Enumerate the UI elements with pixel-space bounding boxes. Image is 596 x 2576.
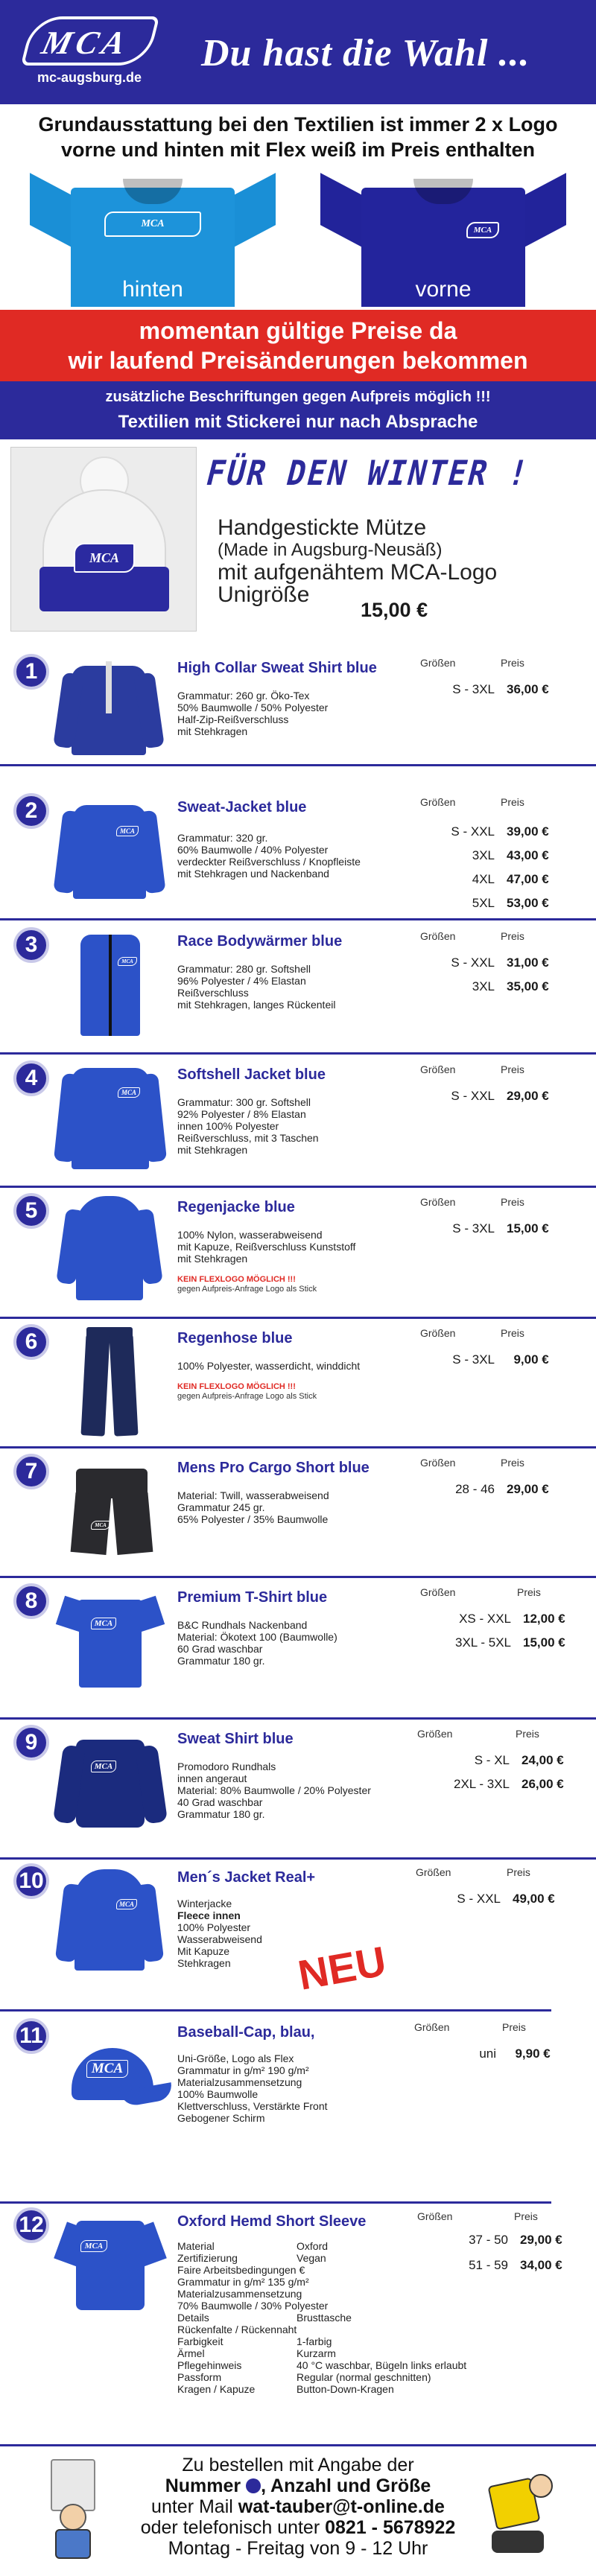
price-value: 31,00 € — [507, 955, 549, 970]
product-description — [177, 963, 335, 1011]
description-line: Uni-Größe, Logo als Flex — [177, 2052, 294, 2064]
size-range: 5XL — [472, 896, 495, 910]
price-header: Preis — [501, 1457, 524, 1469]
description-value — [297, 2324, 466, 2335]
price-value: 9,00 € — [513, 1352, 549, 1367]
mca-logo[interactable] — [22, 16, 156, 88]
price-table — [384, 2047, 551, 2070]
product-number-badge: 8 — [13, 1583, 49, 1619]
order-footer — [0, 2444, 596, 2576]
description-line: mit Stehkragen und Nackenband — [177, 868, 329, 880]
description-line: Grammatur 180 gr. — [177, 1655, 265, 1667]
price-row — [387, 2233, 562, 2258]
price-row — [390, 1635, 565, 1659]
product-number-badge: 11 — [13, 2018, 49, 2054]
description-line: Reißverschluss — [177, 987, 249, 999]
price-value: 47,00 € — [507, 872, 549, 886]
description-line: verdeckter Reißverschluss / Knopfleiste — [177, 856, 361, 868]
beanie-logo-patch: MCA — [74, 543, 135, 573]
description-line: Klettverschluss, Verstärkte Front — [177, 2100, 328, 2112]
extra-line-2: Textilien mit Stickerei nur nach Absprache — [118, 412, 478, 432]
product-number-badge: 12 — [13, 2207, 49, 2243]
price-value: 36,00 € — [507, 682, 549, 696]
product-number-badge: 4 — [13, 1060, 49, 1096]
product-name: Regenhose blue — [177, 1330, 293, 1346]
no-flexlogo-warning: KEIN FLEXLOGO MÖGLICH !!! — [177, 1382, 296, 1391]
description-line: Winterjacke — [177, 1898, 232, 1909]
price-value: 35,00 € — [507, 979, 549, 993]
description-line: mit Stehkragen, langes Rückenteil — [177, 999, 336, 1011]
product-name: Oxford Hemd Short Sleeve — [177, 2213, 367, 2230]
size-range: S - 3XL — [452, 1221, 495, 1235]
footer-nummer: Nummer — [165, 2475, 241, 2496]
sizes-header: Größen — [420, 1457, 456, 1469]
price-row — [387, 2258, 562, 2283]
winter-name: Handgestickte Mütze — [218, 515, 427, 540]
price-value: 53,00 € — [507, 896, 549, 910]
size-range: S - XXL — [451, 1089, 495, 1103]
price-value: 39,00 € — [507, 824, 549, 839]
description-line: B&C Rundhals Nackenband — [177, 1619, 308, 1631]
description-line: 100% Baumwolle — [177, 2088, 259, 2100]
separator-line — [0, 764, 596, 766]
description-line: Grammatur: 320 gr. — [177, 832, 268, 844]
stitch-note: gegen Aufpreis-Anfrage Logo als Stick — [177, 1285, 317, 1294]
product-name: High Collar Sweat Shirt blue — [177, 660, 377, 676]
size-range: uni — [479, 2047, 496, 2061]
size-range: 3XL — [472, 979, 495, 993]
price-table — [386, 1892, 555, 1915]
description-line: Wasserabweisend — [177, 1933, 262, 1945]
price-header: Preis — [507, 1866, 530, 1878]
sizes-header: Größen — [420, 1196, 456, 1208]
back-print: MCA — [104, 212, 201, 237]
product-description — [177, 2052, 328, 2124]
product-description — [177, 1619, 337, 1667]
intro-line-1: Grundausstattung bei den Textilien ist immer 2 x Logo — [38, 113, 558, 136]
product-image: MCA — [54, 2207, 165, 2319]
intro-text — [0, 112, 596, 162]
sizes-header: Größen — [420, 657, 456, 669]
product-name: Baseball-Cap, blau, — [177, 2024, 315, 2041]
logo-url: mc-augsburg.de — [37, 70, 142, 85]
product-image: MCA — [54, 1863, 165, 1975]
front-label: vorne — [415, 277, 472, 302]
description-line: Gebogener Schirm — [177, 2112, 265, 2124]
description-value: 40 °C waschbar, Bügeln links erlaubt — [297, 2359, 467, 2371]
product-number-badge: 10 — [13, 1863, 49, 1899]
price-value: 26,00 € — [522, 1777, 564, 1791]
description-line: 70% Baumwolle / 30% Polyester — [177, 2300, 329, 2312]
product-description — [177, 1489, 329, 1525]
price-header: Preis — [514, 2210, 538, 2222]
product-number-badge: 6 — [13, 1324, 49, 1360]
price-table — [390, 1089, 549, 1113]
description-line: mit Kapuze, Reißverschluss Kunststoff — [177, 1241, 356, 1253]
description-value: 1-farbig — [297, 2335, 332, 2347]
product-image: MCA — [54, 2018, 165, 2130]
size-range: S - 3XL — [452, 1352, 495, 1367]
description-line: Zertifizierung — [177, 2252, 238, 2264]
description-value: Regular (normal geschnitten) — [297, 2371, 431, 2383]
product-description — [177, 1360, 360, 1372]
separator-line — [0, 2009, 551, 2011]
cartoon-figure-right — [477, 2467, 566, 2571]
separator-line — [0, 1446, 596, 1448]
description-line: Grammatur in g/m² 135 g/m² — [177, 2276, 309, 2288]
size-range: 2XL - 3XL — [454, 1777, 510, 1791]
separator-line — [0, 918, 596, 920]
footer-hours: Montag - Freitag von 9 - 12 Uhr — [168, 2538, 428, 2559]
description-line: Stehkragen — [177, 1957, 231, 1969]
description-line: Promodoro Rundhals — [177, 1761, 276, 1772]
price-value: 15,00 € — [507, 1221, 549, 1235]
description-line: 100% Polyester — [177, 1921, 251, 1933]
notice-line-2: wir laufend Preisänderungen bekommen — [68, 347, 528, 374]
price-notice — [0, 310, 596, 381]
price-header: Preis — [517, 1586, 541, 1598]
price-table — [390, 682, 549, 706]
description-value: Vegan — [297, 2252, 326, 2264]
back-label: hinten — [122, 277, 183, 302]
description-line: Pflegehinweis — [177, 2359, 242, 2371]
description-line: Materialzusammensetzung — [177, 2076, 302, 2088]
description-value: Kurzarm — [297, 2347, 336, 2359]
extra-line-1: zusätzliche Beschriftungen gegen Aufpreis möglich !!! — [105, 389, 491, 405]
description-line: innen angeraut — [177, 1772, 247, 1784]
sizes-header: Größen — [416, 1866, 451, 1878]
price-row — [390, 896, 549, 920]
description-line: 92% Polyester / 8% Elastan — [177, 1108, 306, 1120]
description-line: mit Stehkragen — [177, 1144, 248, 1156]
description-line: 60 Grad waschbar — [177, 1643, 263, 1655]
sizes-header: Größen — [420, 1586, 456, 1598]
price-row — [390, 1612, 565, 1635]
footer-email[interactable]: wat-tauber@t-online.de — [238, 2496, 445, 2517]
number-badge-icon — [246, 2478, 261, 2493]
price-header: Preis — [501, 1063, 524, 1075]
description-line: Materialzusammensetzung — [177, 2288, 302, 2300]
winter-logo: mit aufgenähtem MCA-Logo — [218, 560, 498, 585]
sizes-header: Größen — [420, 796, 456, 808]
description-line: Material: 80% Baumwolle / 20% Polyester — [177, 1784, 371, 1796]
sizes-header: Größen — [414, 2021, 450, 2033]
price-row — [390, 1482, 549, 1506]
description-line: Passform — [177, 2371, 222, 2383]
description-line: Ärmel — [177, 2347, 205, 2359]
price-row — [390, 1089, 549, 1113]
product-image: MCA — [54, 1060, 165, 1172]
price-value: 49,00 € — [513, 1892, 555, 1906]
winter-made: (Made in Augsburg-Neusäß) — [218, 540, 443, 560]
description-line: 60% Baumwolle / 40% Polyester — [177, 844, 329, 856]
product-name: Mens Pro Cargo Short blue — [177, 1460, 370, 1476]
size-range: S - XXL — [451, 824, 495, 839]
winter-title: FÜR DEN WINTER ! — [202, 453, 534, 493]
price-header: Preis — [501, 1196, 524, 1208]
product-image — [54, 1324, 165, 1436]
sizes-header: Größen — [417, 1728, 453, 1740]
separator-line — [0, 1186, 596, 1188]
price-table — [390, 1352, 549, 1376]
price-table — [387, 2233, 562, 2283]
price-row — [384, 2047, 551, 2070]
price-value: 43,00 € — [507, 848, 549, 862]
price-row — [387, 1777, 564, 1801]
description-line: 50% Baumwolle / 50% Polyester — [177, 702, 329, 713]
description-line: 40 Grad waschbar — [177, 1796, 263, 1808]
size-range: 3XL - 5XL — [455, 1635, 511, 1650]
product-description — [177, 1096, 319, 1156]
product-description — [177, 1229, 355, 1265]
product-number-badge: 7 — [13, 1454, 49, 1489]
price-header: Preis — [516, 1728, 539, 1740]
price-row — [386, 1892, 555, 1915]
price-header: Preis — [502, 2021, 526, 2033]
price-header: Preis — [501, 930, 524, 942]
price-row — [390, 824, 549, 848]
description-line: Kragen / Kapuze — [177, 2383, 256, 2395]
notice-line-1: momentan gültige Preise da — [139, 317, 457, 344]
price-value: 12,00 € — [523, 1612, 565, 1626]
description-line: Material — [177, 2240, 215, 2252]
price-header: Preis — [501, 1327, 524, 1339]
price-value: 34,00 € — [520, 2258, 562, 2272]
shirt-front-image — [320, 165, 566, 307]
intro-line-2: vorne und hinten mit Flex weiß im Preis enthalten — [60, 139, 536, 161]
description-line: mit Stehkragen — [177, 725, 248, 737]
price-row — [390, 872, 549, 896]
size-range: 51 - 59 — [469, 2258, 508, 2272]
product-image: MCA — [54, 793, 165, 905]
footer-anzahl: , Anzahl und Größe — [261, 2475, 431, 2496]
size-range: S - XXL — [457, 1892, 501, 1906]
product-image — [54, 1193, 165, 1305]
description-line: Faire Arbeitsbedingungen € — [177, 2264, 305, 2276]
product-name: Sweat Shirt blue — [177, 1731, 294, 1747]
size-range: 3XL — [472, 848, 495, 862]
separator-line — [0, 1857, 596, 1860]
price-value: 29,00 € — [520, 2233, 562, 2247]
price-header: Preis — [501, 657, 524, 669]
product-name: Premium T-Shirt blue — [177, 1589, 328, 1606]
price-value: 29,00 € — [507, 1482, 549, 1496]
product-image: MCA — [54, 1454, 165, 1565]
price-row — [390, 979, 549, 1003]
product-image: MCA — [54, 1583, 165, 1695]
description-line: Grammatur: 280 gr. Softshell — [177, 963, 311, 975]
price-table — [390, 1482, 549, 1506]
footer-mail-label: unter Mail — [151, 2496, 233, 2517]
description-line: 96% Polyester / 4% Elastan — [177, 975, 306, 987]
price-row — [387, 1753, 564, 1777]
description-line: Grammatur: 260 gr. Öko-Tex — [177, 690, 310, 702]
product-description — [177, 690, 328, 737]
sizes-header: Größen — [420, 930, 456, 942]
price-value: 29,00 € — [507, 1089, 549, 1103]
description-line: Grammatur 180 gr. — [177, 1808, 265, 1820]
sizes-header: Größen — [417, 2210, 453, 2222]
sizes-header: Größen — [420, 1063, 456, 1075]
logo-text: MCA — [38, 25, 134, 61]
price-row — [390, 848, 549, 872]
size-range: XS - XXL — [459, 1612, 511, 1626]
size-range: S - XL — [474, 1753, 510, 1767]
product-image: MCA — [54, 1725, 165, 1836]
product-name: Softshell Jacket blue — [177, 1066, 326, 1083]
price-value: 9,90 € — [515, 2047, 551, 2061]
description-line: Details — [177, 2312, 209, 2324]
product-number-badge: 1 — [13, 654, 49, 690]
winter-price: 15,00 € — [361, 599, 428, 621]
footer-line-1: Zu bestellen mit Angabe der — [182, 2455, 414, 2475]
description-value — [297, 2288, 466, 2300]
description-line: Material: Twill, wasserabweisend — [177, 1489, 329, 1501]
description-line: Rückenfalte / Rückennaht — [177, 2324, 297, 2335]
separator-line — [0, 2201, 551, 2204]
price-table — [390, 1612, 565, 1659]
sizes-header: Größen — [420, 1327, 456, 1339]
product-description — [177, 832, 361, 880]
separator-line — [0, 1717, 596, 1720]
price-table — [390, 1221, 549, 1245]
product-name: Sweat-Jacket blue — [177, 799, 307, 815]
price-row — [390, 955, 549, 979]
description-value: Button-Down-Kragen — [297, 2383, 394, 2395]
size-range: 4XL — [472, 872, 495, 886]
price-row — [390, 682, 549, 706]
shirt-back-image — [30, 165, 276, 307]
product-name: Race Bodywärmer blue — [177, 933, 343, 950]
product-name: Regenjacke blue — [177, 1199, 295, 1215]
description-value: Brusttasche — [297, 2312, 352, 2324]
separator-line — [0, 1317, 596, 1319]
description-line: Material: Ökotext 100 (Baumwolle) — [177, 1631, 337, 1643]
description-line: 100% Nylon, wasserabweisend — [177, 1229, 323, 1241]
description-value: Oxford — [297, 2240, 329, 2252]
footer-phone-label: oder telefonisch unter — [140, 2517, 320, 2538]
size-range: S - 3XL — [452, 682, 495, 696]
size-range: 37 - 50 — [469, 2233, 508, 2247]
page-title: Du hast die Wahl ... — [201, 32, 530, 74]
stitch-note: gegen Aufpreis-Anfrage Logo als Stick — [177, 1392, 317, 1401]
description-value — [297, 2300, 466, 2312]
description-line: Fleece innen — [177, 1909, 241, 1921]
extra-info — [0, 381, 596, 439]
product-number-badge: 3 — [13, 927, 49, 963]
size-range: 28 - 46 — [455, 1482, 495, 1496]
separator-line — [0, 1576, 596, 1578]
price-table — [390, 955, 549, 1003]
price-row — [390, 1221, 549, 1245]
description-line: Mit Kapuze — [177, 1945, 230, 1957]
price-value: 24,00 € — [522, 1753, 564, 1767]
product-description — [177, 1761, 371, 1820]
product-number-badge: 2 — [13, 793, 49, 829]
winter-description — [218, 517, 497, 606]
description-line: 100% Polyester, wasserdicht, winddicht — [177, 1360, 361, 1372]
beanie-image — [10, 447, 197, 632]
price-row — [390, 1352, 549, 1376]
footer-phone[interactable]: 0821 - 5678922 — [325, 2517, 456, 2538]
price-value: 15,00 € — [523, 1635, 565, 1650]
description-line: Farbigkeit — [177, 2335, 224, 2347]
product-description — [177, 1898, 262, 1969]
product-name: Men´s Jacket Real+ — [177, 1869, 316, 1886]
logo-mark — [21, 16, 159, 66]
header-banner — [0, 0, 596, 104]
product-image — [54, 654, 165, 766]
product-number-badge: 9 — [13, 1725, 49, 1761]
description-line: 65% Polyester / 35% Baumwolle — [177, 1513, 329, 1525]
description-line: Grammatur in g/m² 190 g/m² — [177, 2064, 309, 2076]
description-line: mit Stehkragen — [177, 1253, 248, 1265]
new-badge: NEU — [294, 1937, 390, 1999]
description-line: Half-Zip-Reißverschluss — [177, 713, 289, 725]
description-line: Grammatur: 300 gr. Softshell — [177, 1096, 311, 1108]
description-line: Reißverschluss, mit 3 Taschen — [177, 1132, 319, 1144]
description-line: Grammatur 245 gr. — [177, 1501, 265, 1513]
price-table — [387, 1753, 564, 1801]
price-table — [390, 824, 549, 920]
description-line: innen 100% Polyester — [177, 1120, 279, 1132]
front-print: MCA — [466, 222, 499, 238]
separator-line — [0, 1052, 596, 1055]
product-number-badge: 5 — [13, 1193, 49, 1229]
product-image: MCA — [54, 927, 165, 1039]
price-header: Preis — [501, 796, 524, 808]
no-flexlogo-warning: KEIN FLEXLOGO MÖGLICH !!! — [177, 1275, 296, 1284]
winter-size: Unigröße — [218, 582, 310, 607]
size-range: S - XXL — [451, 955, 495, 970]
